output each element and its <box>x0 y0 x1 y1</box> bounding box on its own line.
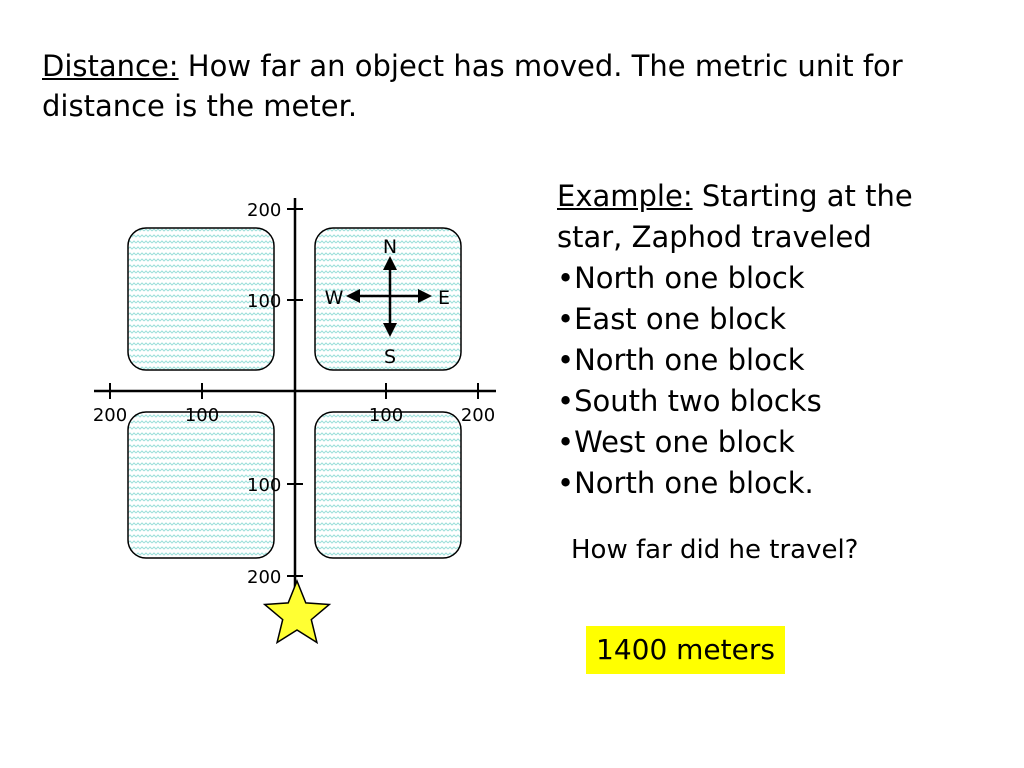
y-tick-label: 100 <box>247 291 282 312</box>
example-step: •East one block <box>557 302 787 336</box>
compass-east-label: E <box>437 287 451 309</box>
example-step: •North one block <box>557 343 805 377</box>
definition-text: How far an object has moved. The metric unit for distance is the meter. <box>42 49 903 123</box>
x-tick-label: 200 <box>460 405 496 426</box>
example-intro-line1: Starting at the <box>701 179 913 213</box>
example-step: •North one block <box>557 261 805 295</box>
example-text <box>557 176 997 504</box>
example-step: •North one block. <box>557 466 814 500</box>
answer-box: 1400 meters <box>586 626 785 674</box>
question-text: How far did he travel? <box>571 535 859 565</box>
example-step: •South two blocks <box>557 384 822 418</box>
compass-north-label: N <box>382 236 398 258</box>
x-tick-label: 200 <box>92 405 128 426</box>
example-step: •West one block <box>557 425 795 459</box>
definition-term: Distance: <box>42 49 179 83</box>
example-intro-line2: star, Zaphod traveled <box>557 220 872 254</box>
star-icon <box>265 581 330 643</box>
city-block-southeast <box>315 412 461 558</box>
x-tick-label: 100 <box>368 405 404 426</box>
y-tick-label: 200 <box>247 200 282 221</box>
compass-south-label: S <box>383 346 397 368</box>
x-tick-label: 100 <box>184 405 220 426</box>
compass-west-label: W <box>324 287 344 309</box>
y-tick-label: 100 <box>247 475 282 496</box>
city-map-diagram <box>80 190 500 650</box>
distance-definition <box>42 46 992 126</box>
example-heading: Example: <box>557 179 693 213</box>
y-tick-label: 200 <box>247 567 282 588</box>
